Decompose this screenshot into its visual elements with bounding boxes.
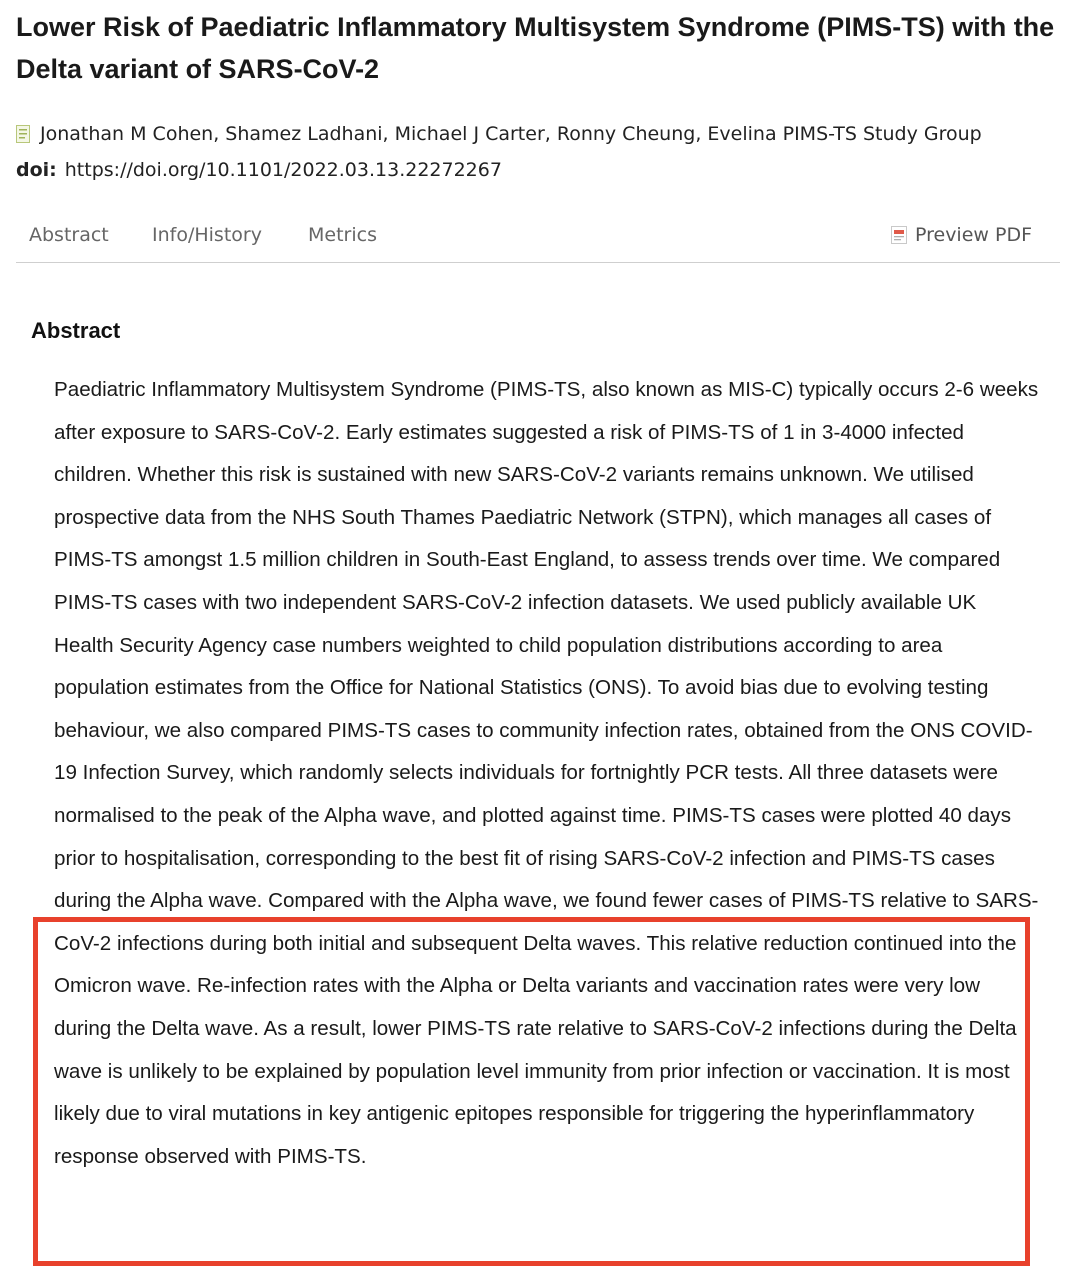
tab-abstract[interactable]: Abstract [29,224,109,246]
authors-text: Jonathan M Cohen, Shamez Ladhani, Michael J Carter, Ronny Cheung, Evelina PIMS-TS Study Group [40,123,982,145]
article-tabs [16,216,1060,263]
abstract-text: Paediatric Inflammatory Multisystem Syndrome (PIMS-TS, also known as MIS-C) typically occurs 2-6 weeks after exposure to SARS-CoV-2. Early estimates suggested a risk of PIMS-TS of 1 in 3-4000 infected children. Whether this risk is sustained with new SARS-CoV-2 variants remains unknown. We utilised prospective data from the NHS South Thames Paediatric Network (STPN), which manages all cases of PIMS-TS amongst 1.5 million children in South-East England, to assess trends over time. We compared PIMS-TS cases with two independent SARS-CoV-2 infection datasets. We used publicly available UK Health Security Agency case numbers weighted to child population distributions according to area population estimates from the Office for National Statistics (ONS). To avoid bias due to evolving testing behaviour, we also compared PIMS-TS cases to community infection rates, obtained from the ONS COVID-19 Infection Survey, which randomly selects individuals for fortnightly PCR tests. All three datasets were normalised to the peak of the Alpha wave, and plotted against time. PIMS-TS cases were plotted 40 days prior to hospitalisation, corresponding to the best fit of rising SARS-CoV-2 infection and PIMS-TS cases during the Alpha wave. Compared with the Alpha wave, we found fewer cases of PIMS-TS relative to SARS-CoV-2 infections during both initial and subsequent Delta waves. This relative reduction continued into the Omicron wave. Re-infection rates with the Alpha or Delta variants and vaccination rates were very low during the Delta wave. As a result, lower PIMS-TS rate relative to SARS-CoV-2 infections during the Delta wave is unlikely to be explained by population level immunity from prior infection or vaccination. It is most likely due to viral mutations in key antigenic epitopes responsible for triggering the hyperinflammatory response observed with PIMS-TS. [54,378,1039,1168]
preview-pdf-label: Preview PDF [914,224,1032,246]
doi-label: doi: [16,159,57,181]
author-list-icon[interactable] [16,125,30,143]
article-title: Lower Risk of Paediatric Inflammatory Multisystem Syndrome (PIMS-TS) with the Delta variant of SARS-CoV-2 [16,12,1055,84]
author-list [16,118,982,150]
doi-row [16,154,502,186]
preview-pdf-link[interactable] [891,224,1032,246]
abstract-heading: Abstract [31,318,121,343]
doi-link[interactable]: https://doi.org/10.1101/2022.03.13.22272267 [64,159,502,181]
pdf-icon [891,226,907,244]
tab-metrics[interactable]: Metrics [308,224,377,246]
tab-info-history[interactable]: Info/History [152,224,262,246]
